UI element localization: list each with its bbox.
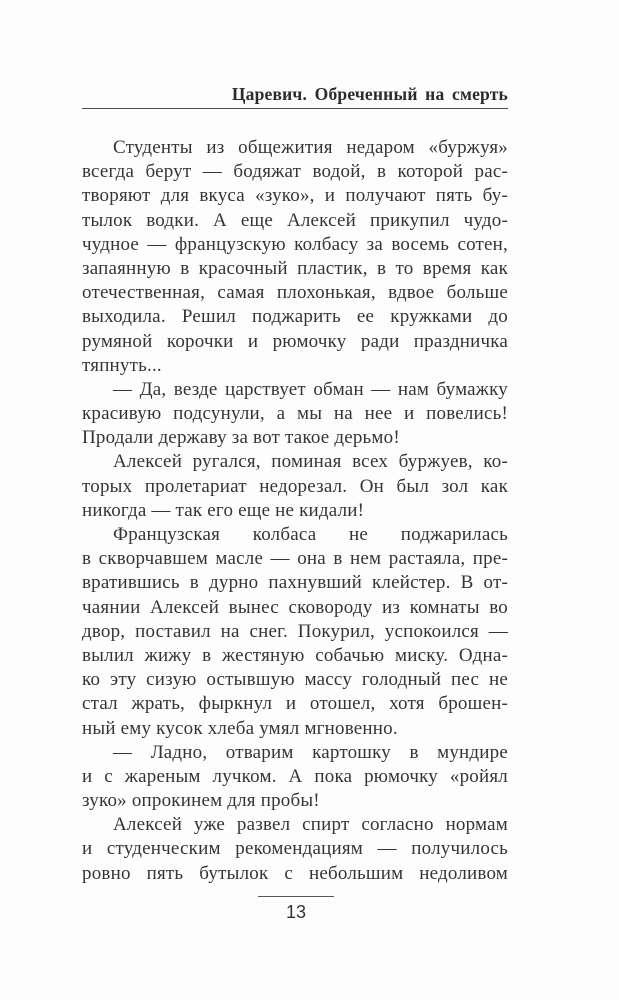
text-line: в скворчавшем масле — она в нем растаяла, пре- xyxy=(82,548,508,570)
paragraph xyxy=(82,741,508,814)
running-header: Царевич. Обреченный на смерть xyxy=(231,84,508,104)
text-line: — Да, везде царствует обман — нам бумажку xyxy=(113,378,508,400)
text-line: всегда берут — бодяжат водой, в которой рас- xyxy=(82,161,508,183)
paragraph xyxy=(82,523,508,741)
text-line: Продали державу за вот такое дерьмо! xyxy=(82,427,400,449)
text-line: отечественная, самая плохонькая, вдвое больше xyxy=(82,282,508,304)
paragraph xyxy=(82,378,508,451)
text-line: вылил жижу в жестяную собачью миску. Одна- xyxy=(82,644,508,666)
text-line: Французская колбаса не поджарилась xyxy=(113,524,508,545)
paragraph xyxy=(82,813,508,886)
text-line: выходила. Решил поджарить ее кружками до xyxy=(82,306,508,328)
text-line: никогда — так его еще не кидали! xyxy=(82,499,365,521)
text-line: торых пролетариат недорезал. Он был зол как xyxy=(82,475,508,497)
text-line: чудное — французскую колбасу за восемь сотен, xyxy=(82,233,508,255)
text-line: — Ладно, отварим картошку в мундире xyxy=(113,741,508,763)
text-line: румяной корочки и рюмочку ради праздничка xyxy=(82,330,508,352)
text-line: запаянную в красочный пластик, в то время как xyxy=(82,257,508,279)
text-line: ный ему кусок хлеба умял мгновенно. xyxy=(82,717,398,739)
paragraph xyxy=(82,136,508,378)
text-line: ровно пять бутылок с небольшим недоливом xyxy=(82,862,508,884)
text-line: красивую подсунули, а мы на нее и повелись! xyxy=(82,403,508,425)
text-line: Студенты из общежития недаром «буржуя» xyxy=(113,137,508,158)
text-line: тылок водки. А еще Алексей прикупил чудо- xyxy=(82,209,508,231)
paragraph xyxy=(82,450,508,523)
text-line: вратившись в дурно пахнувший клейстер. В от- xyxy=(82,572,508,594)
text-line: двор, поставил на снег. Покурил, успокоился — xyxy=(82,620,508,642)
text-line: Алексей ругался, поминая всех буржуев, ко- xyxy=(113,451,508,473)
footer-rule xyxy=(258,896,334,897)
page-number: 13 xyxy=(285,902,307,922)
text-line: зуко» опрокинем для пробы! xyxy=(82,790,320,812)
text-line: Алексей уже развел спирт согласно нормам xyxy=(113,814,508,836)
header-rule xyxy=(82,108,508,109)
text-line: стал жрать, фыркнул и отошел, хотя брошен- xyxy=(82,693,508,715)
text-line: и с жареным лучком. А пока рюмочку «ройял xyxy=(82,765,508,787)
text-line: творяют для вкуса «зуко», и получают пять бу- xyxy=(82,185,508,207)
text-line: тяпнуть... xyxy=(82,354,162,376)
page-body xyxy=(82,136,508,886)
text-line: и студенческим рекомендациям — получилось xyxy=(82,838,508,860)
text-line: чаянии Алексей вынес сковороду из комнаты во xyxy=(82,596,508,618)
text-line: ко эту сизую остывшую массу голодный пес не xyxy=(82,669,508,691)
